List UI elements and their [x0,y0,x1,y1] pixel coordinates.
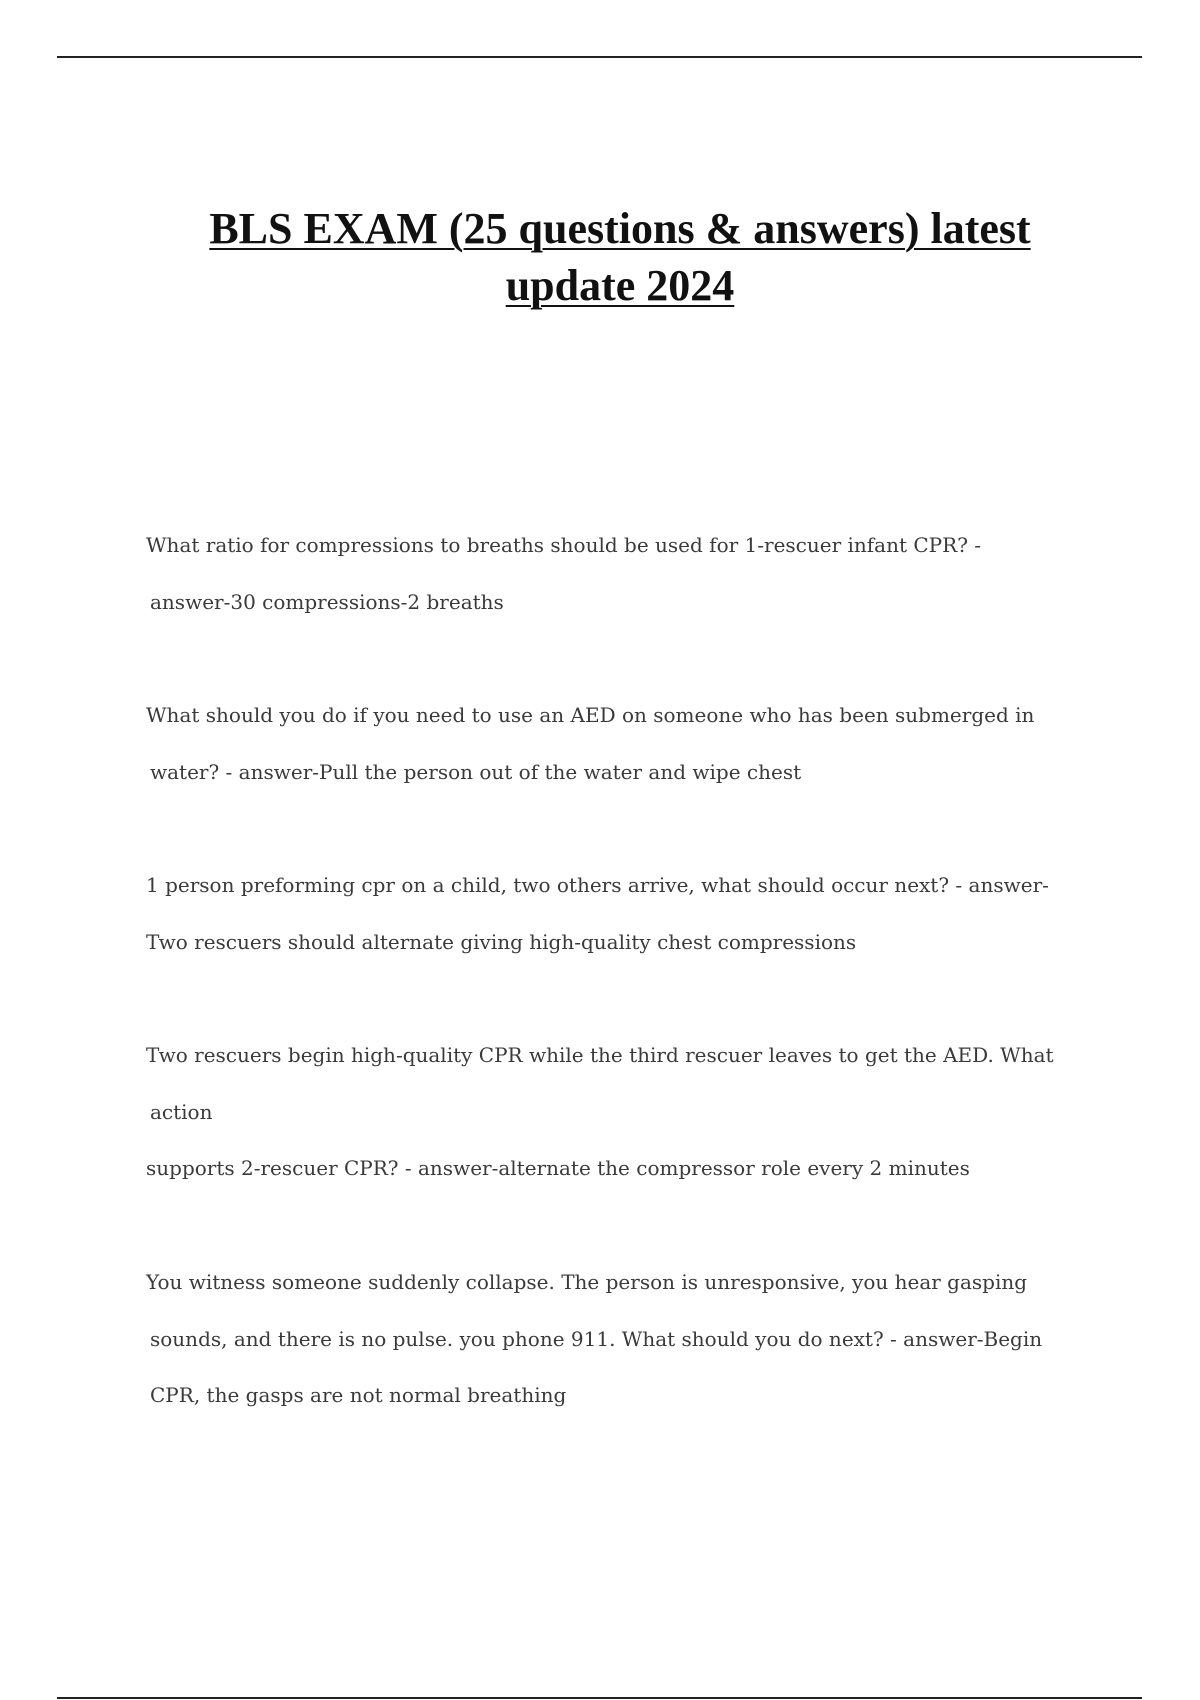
qa-5-line-2: sounds, and there is no pulse. you phone 911. What should you do next? - answer-Begin [150,1326,1043,1351]
qa-1-line-1: What ratio for compressions to breaths should be used for 1-rescuer infant CPR? - [146,533,982,557]
qa-5-line-1: You witness someone suddenly collapse. The person is unresponsive, you hear gasping [146,1270,1028,1294]
bottom-rule [57,1697,1142,1699]
qa-item-3 [146,857,1146,970]
qa-item-2 [146,687,1146,800]
title-line-1: BLS EXAM (25 questions & answers) latest [209,204,1031,253]
qa-4-line-1: Two rescuers begin high-quality CPR while the third rescuer leaves to get the AED. What [146,1043,1054,1067]
qa-5-line-3: CPR, the gasps are not normal breathing [150,1383,567,1407]
qa-4-line-3: supports 2-rescuer CPR? - answer-alternate the compressor role every 2 minutes [146,1156,970,1180]
title-line-2: update 2024 [505,261,735,310]
qa-3-line-2: Two rescuers should alternate giving high-quality chest compressions [146,929,857,954]
qa-4-line-2: action [150,1099,213,1124]
qa-item-4 [146,1027,1146,1197]
qa-2-line-1: What should you do if you need to use an AED on someone who has been submerged in [146,703,1035,727]
qa-2-line-2: water? - answer-Pull the person out of the water and wipe chest [150,759,802,784]
qa-item-1 [146,517,1146,630]
document-title [80,200,1160,314]
qa-1-line-2: answer-30 compressions-2 breaths [150,589,504,614]
top-rule [57,56,1142,58]
qa-item-5 [146,1254,1146,1424]
qa-3-line-1: 1 person preforming cpr on a child, two others arrive, what should occur next? - answer- [146,873,1049,897]
